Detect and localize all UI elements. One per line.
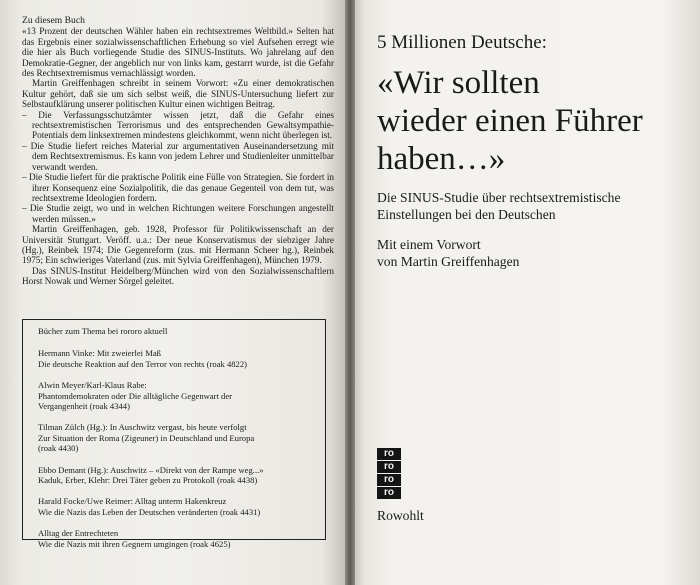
author-bio: Martin Greiffenhagen, geb. 1928, Professor für Politikwissenschaft an der Universität Stuttgart. Veröff. u.a.: Der neue Konservatismus der siebziger Jahre (Hg.), Reinbek 1974; Die Gegenreform (zus. mit Hermann Scheer hg.), Reinbek 1975; Ein schwieriges Vaterland (zus. mit Sylvia Greiffenhagen), München 1979.	[22, 224, 334, 266]
book-line: (roak 4430)	[38, 443, 79, 454]
title-kicker: 5 Millionen Deutsche:	[377, 32, 547, 53]
book-line: Alwin Meyer/Karl-Klaus Rabe:	[38, 380, 147, 391]
logo-segment: ro	[377, 448, 401, 460]
book-title	[377, 64, 677, 178]
book-gutter	[345, 0, 355, 585]
related-book-entry	[38, 348, 325, 369]
book-description	[377, 190, 677, 223]
foreword-credit	[377, 237, 677, 270]
related-book-entry	[38, 528, 325, 549]
about-heading: Zu diesem Buch	[22, 15, 85, 26]
blurb-paragraph: Martin Greiffenhagen schreibt in seinem Vorwort: «Zu einer demokratischen Kultur gehört, daß sie um sich selbst weiß, die SINUS-Untersuchung liefert zur Selbstaufklärung unserer politischen Kultur einen wichtigen Beitrag.	[22, 78, 334, 110]
foreword-line: von Martin Greiffenhagen	[377, 253, 520, 269]
related-book-entry	[38, 465, 325, 486]
book-title-line: wieder einen Führer	[377, 103, 643, 139]
rororo-logo	[377, 448, 401, 500]
blurb-bullet: – Die Studie liefert reiches Material zur argumentativen Auseinandersetzung mit dem Rechtsextremismus. Es kann von jedem Lehrer und Studienleiter unmittelbar verwandt werden.	[22, 140, 334, 172]
book-line: Phantomdemokraten oder Die alltägliche Gegenwart der	[38, 390, 233, 401]
book-line: Kaduk, Erber, Klehr: Drei Täter geben zu Protokoll (roak 4438)	[38, 475, 258, 486]
book-line: Hermann Vinke: Mit zweierlei Maß	[38, 348, 161, 359]
about-this-book	[22, 16, 334, 287]
related-books-box	[22, 319, 326, 549]
blurb-bullet: – Die Studie zeigt, wo und in welchen Richtungen weitere Forschungen angestellt werden müssen.»	[22, 203, 334, 224]
book-title-line: «Wir sollten	[377, 65, 540, 101]
blurb-paragraph: «13 Prozent der deutschen Wähler haben ein rechtsextremes Weltbild.» Selten hat das Ergebnis einer sozialwissenschaftlichen Erhebung so viel Aufsehen erregt wie die hier als Buch vorliegende Studie des SINUS-Instituts. Wo jahrelang auf den Demokratie-Gegner, der angeblich nur von links kam, gestarrt wurde, ist die Gefahr des Rechtsextremismus vernachlässigt worden.	[22, 26, 334, 79]
related-books-title: Bücher zum Thema bei rororo aktuell	[38, 326, 168, 336]
book-line: Wie die Nazis mit ihren Gegnern umgingen (roak 4625)	[38, 538, 231, 549]
description-line: Die SINUS-Studie über rechtsextremistische	[377, 190, 621, 205]
book-line: Zur Situation der Roma (Zigeuner) in Deutschland und Europa	[38, 432, 255, 443]
related-book-entry	[38, 496, 325, 517]
book-line: Harald Focke/Uwe Reimer: Alltag unterm Hakenkreuz	[38, 496, 227, 507]
blurb-bullet: – Die Studie liefert für die praktische Politik eine Fülle von Strategien. Sie fordert in ihrer Konsequenz eine Sozialpolitik, die das genaue Gegenteil von dem tut, was rechtsextreme Ideologien fordern.	[22, 172, 334, 203]
logo-segment: ro	[377, 474, 401, 486]
book-line: Wie die Nazis das Leben der Deutschen veränderten (roak 4431)	[38, 506, 261, 517]
description-line: Einstellungen bei den Deutschen	[377, 206, 556, 222]
foreword-line: Mit einem Vorwort	[377, 237, 481, 252]
book-line: Ebbo Demant (Hg.): Auschwitz – «Direkt von der Rampe weg...»	[38, 464, 264, 475]
book-line: Vergangenheit (roak 4344)	[38, 401, 130, 412]
book-line: Die deutsche Reaktion auf den Terror von rechts (roak 4822)	[38, 358, 247, 369]
related-book-entry	[38, 422, 325, 453]
title-page	[377, 32, 677, 270]
book-line: Alltag der Entrechteten	[38, 528, 119, 539]
publisher-name: Rowohlt	[377, 508, 424, 523]
book-title-line: haben…»	[377, 141, 506, 177]
logo-segment: ro	[377, 461, 401, 473]
institute-note: Das SINUS-Institut Heidelberg/München wird von den Sozialwissenschaftlern Horst Nowak und Werner Sörgel geleitet.	[22, 265, 334, 287]
logo-segment: ro	[377, 487, 401, 499]
blurb-bullet: – Die Verfassungsschutzämter wissen jetzt, daß die Gefahr eines rechtsextremistischen Terrorismus und des entsprechenden Gewaltsympathie-Potentials dem linksextremen mindestens gleichkommt, wenn nicht überlegen ist.	[22, 109, 334, 141]
book-line: Tilman Zülch (Hg.): In Auschwitz vergast, bis heute verfolgt	[38, 422, 247, 433]
related-book-entry	[38, 380, 325, 411]
